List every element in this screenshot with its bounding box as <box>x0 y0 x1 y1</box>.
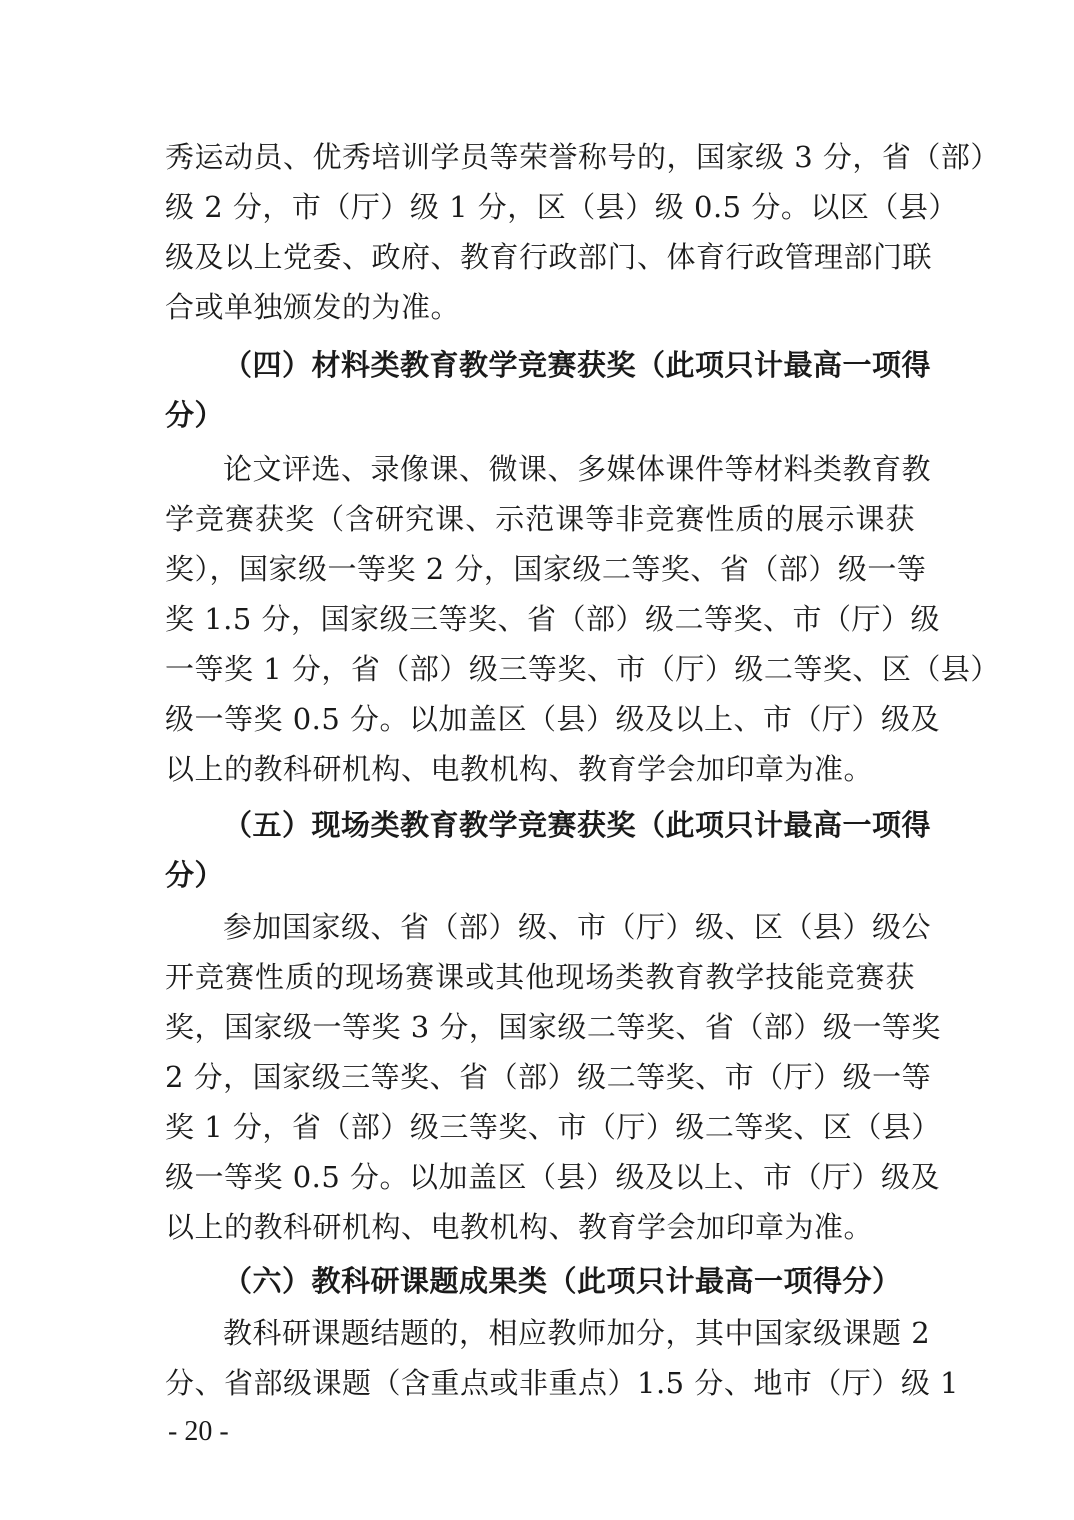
paragraph-line: 以上的教科研机构、电教机构、教育学会加印章为准。 <box>165 1210 874 1244</box>
paragraph-line: 学竞赛获奖（含研究课、示范课等非竞赛性质的展示课获 <box>165 502 915 536</box>
paragraph-line: 奖，国家级一等奖 3 分，国家级二等奖、省（部）级一等奖 <box>165 1010 941 1044</box>
paragraph-line: 2 分，国家级三等奖、省（部）级二等奖、市（厅）级一等 <box>165 1060 932 1094</box>
section-heading-5-cont: 分） <box>165 858 225 892</box>
section-heading-4: （四）材料类教育教学竞赛获奖（此项只计最高一项得 <box>223 348 932 382</box>
paragraph-line: 开竞赛性质的现场赛课或其他现场类教育教学技能竞赛获 <box>165 960 915 994</box>
paragraph-line: 分、省部级课题（含重点或非重点）1.5 分、地市（厅）级 1 <box>165 1366 960 1400</box>
paragraph-line: 一等奖 1 分，省（部）级三等奖、市（厅）级二等奖、区（县） <box>165 652 1000 686</box>
page-number: - 20 - <box>168 1416 229 1447</box>
section-heading-4-cont: 分） <box>165 398 225 432</box>
paragraph-line: 奖），国家级一等奖 2 分，国家级二等奖、省（部）级一等 <box>165 552 927 586</box>
paragraph-line: 合或单独颁发的为准。 <box>165 290 461 324</box>
paragraph-line: 秀运动员、优秀培训学员等荣誉称号的，国家级 3 分，省（部） <box>165 140 1000 174</box>
paragraph-line: 级及以上党委、政府、教育行政部门、体育行政管理部门联 <box>165 240 933 274</box>
section-heading-5: （五）现场类教育教学竞赛获奖（此项只计最高一项得 <box>223 808 932 842</box>
section-heading-6: （六）教科研课题成果类（此项只计最高一项得分） <box>223 1264 902 1298</box>
paragraph-line: 参加国家级、省（部）级、市（厅）级、区（县）级公 <box>223 910 932 944</box>
paragraph-line: 奖 1.5 分，国家级三等奖、省（部）级二等奖、市（厅）级 <box>165 602 941 636</box>
paragraph-line: 级一等奖 0.5 分。以加盖区（县）级及以上、市（厅）级及 <box>165 702 941 736</box>
paragraph-line: 级 2 分，市（厅）级 1 分，区（县）级 0.5 分。以区（县） <box>165 190 958 224</box>
paragraph-line: 级一等奖 0.5 分。以加盖区（县）级及以上、市（厅）级及 <box>165 1160 941 1194</box>
paragraph-line: 教科研课题结题的，相应教师加分，其中国家级课题 2 <box>223 1316 931 1350</box>
paragraph-line: 以上的教科研机构、电教机构、教育学会加印章为准。 <box>165 752 874 786</box>
paragraph-line: 奖 1 分，省（部）级三等奖、市（厅）级二等奖、区（县） <box>165 1110 941 1144</box>
paragraph-line: 论文评选、录像课、微课、多媒体课件等材料类教育教 <box>223 452 932 486</box>
